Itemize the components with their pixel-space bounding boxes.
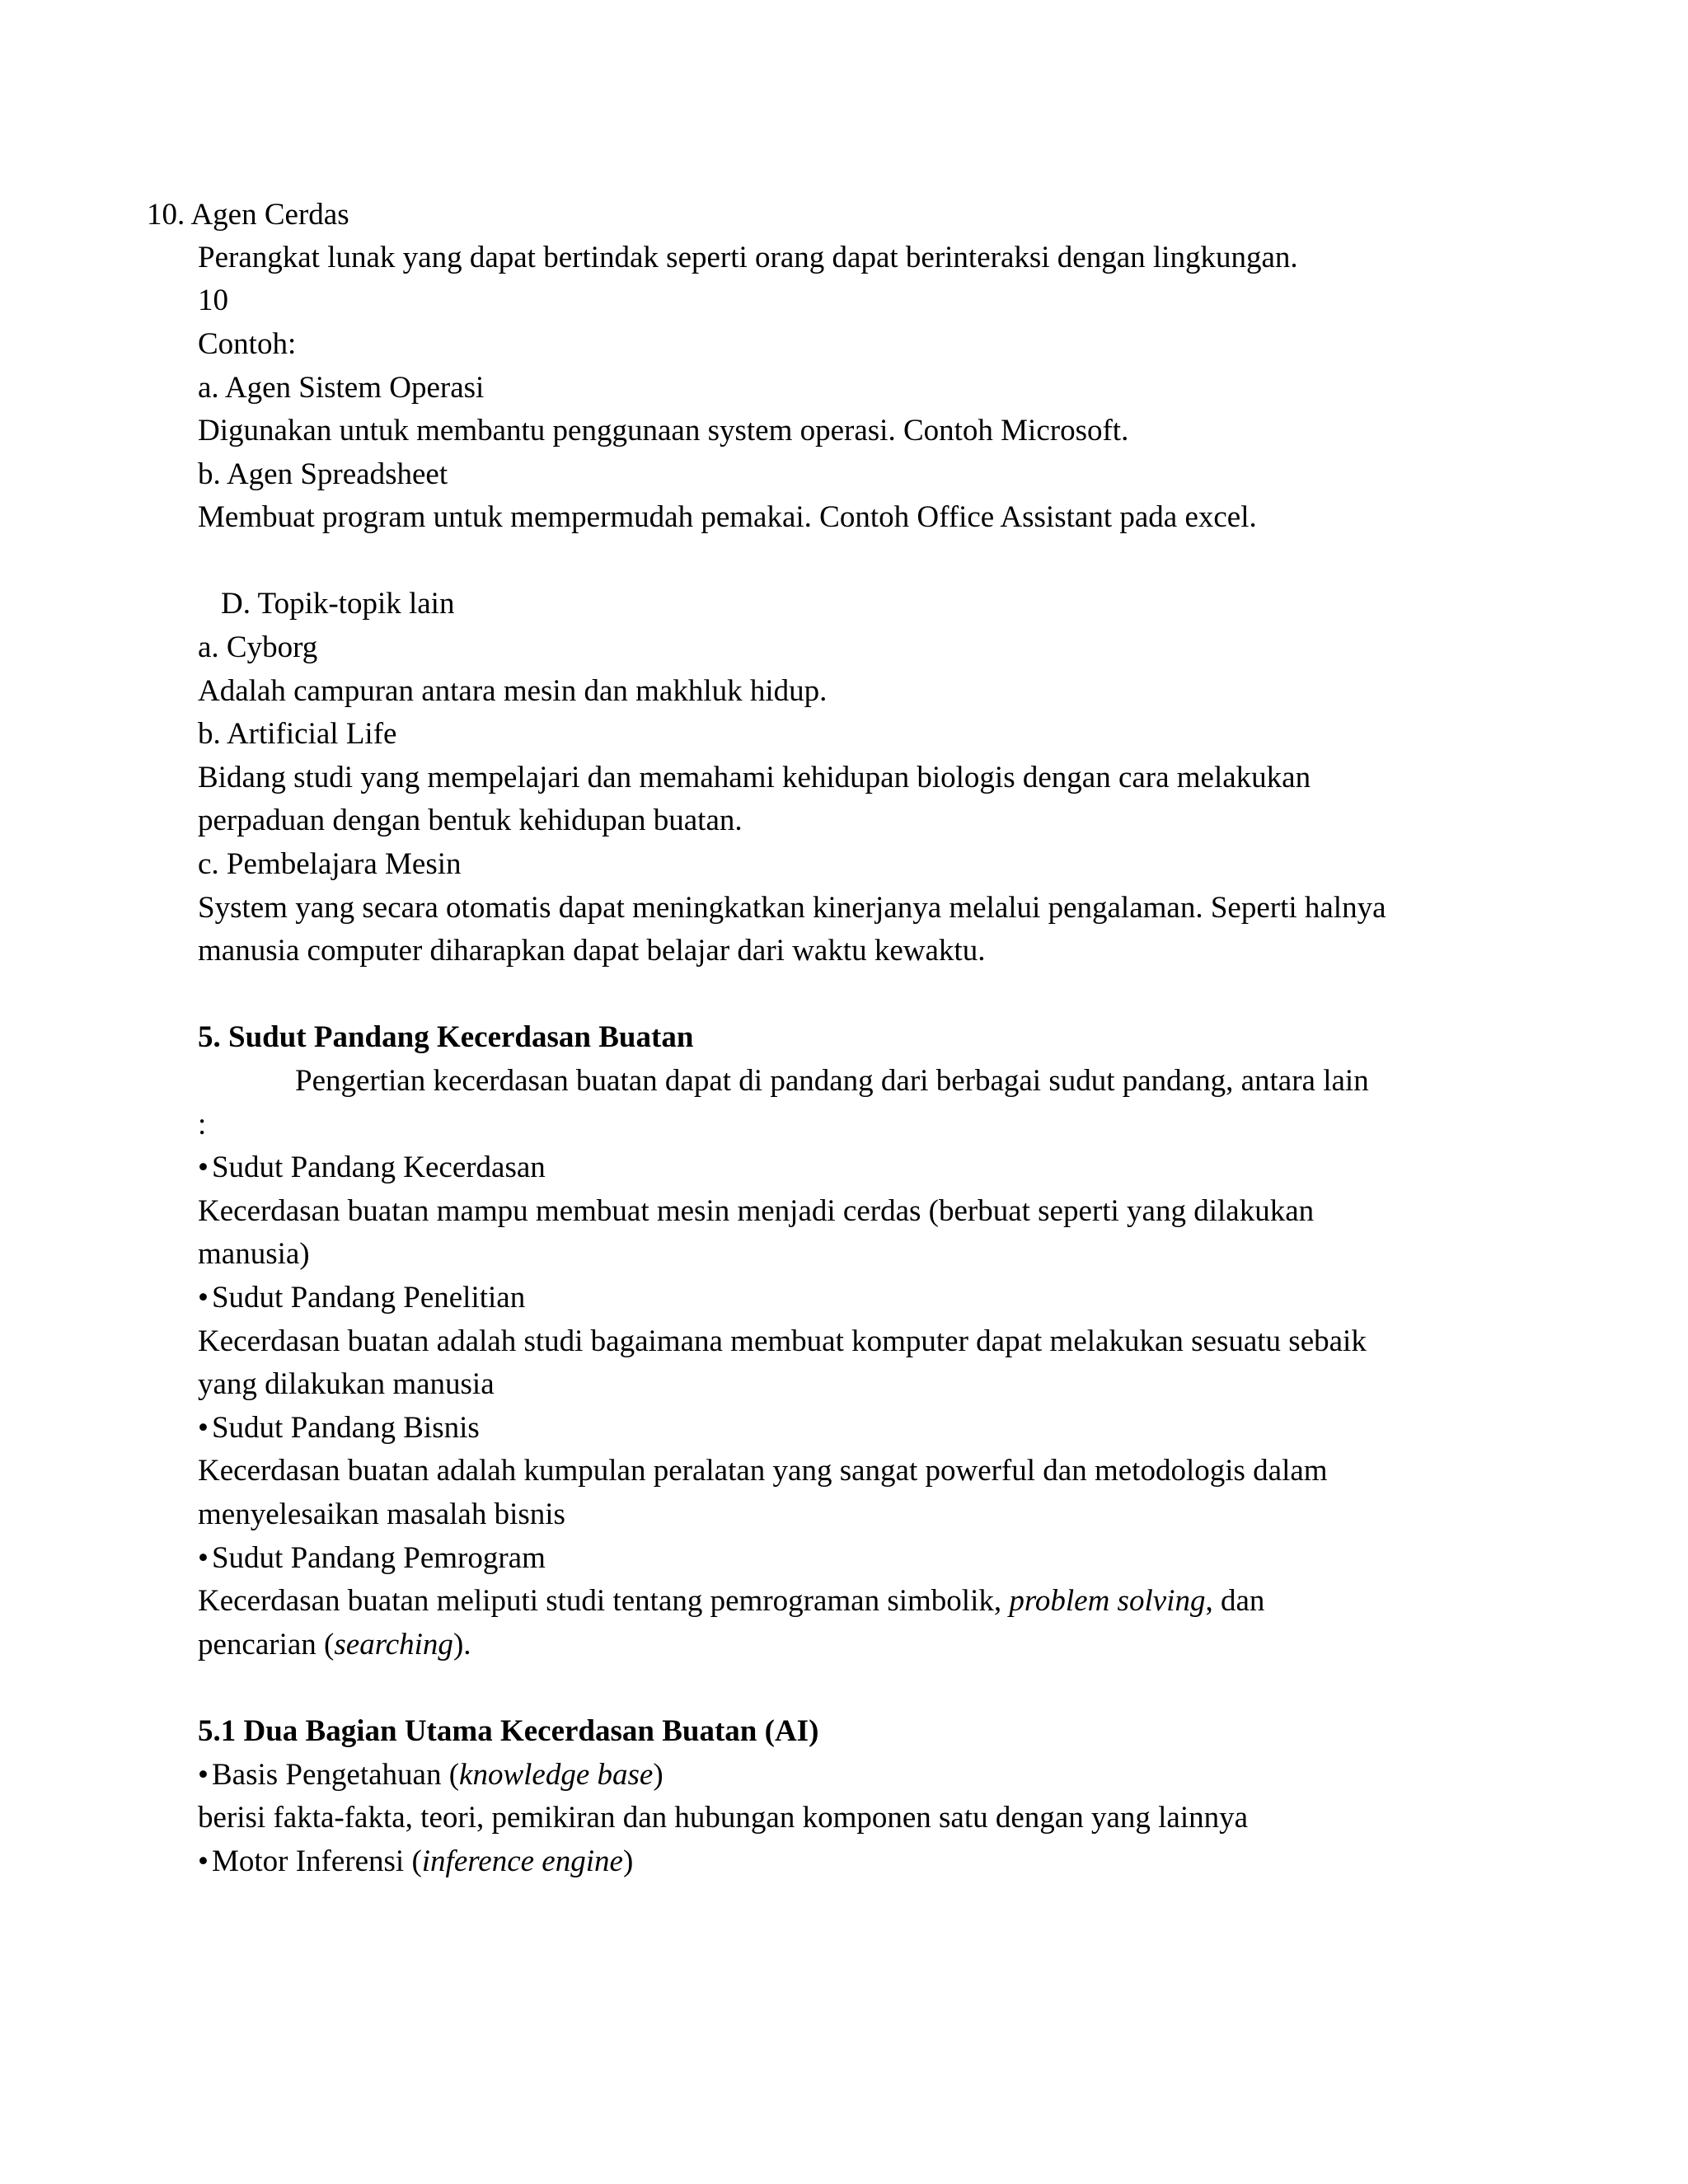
text-run: ) [622, 1844, 634, 1878]
italic-term: problem solving [1009, 1584, 1206, 1618]
item-b-desc: Membuat program untuk mempermudah pemakai. Contoh Office Assistant pada excel. [198, 500, 1257, 534]
kecerdasan-desc-1: Kecerdasan buatan mampu membuat mesin menjadi cerdas (berbuat seperti yang dilakukan [198, 1194, 1315, 1228]
section-5-intro-1: Pengertian kecerdasan buatan dapat di pandang dari berbagai sudut pandang, antara lain [295, 1064, 1369, 1098]
machine-learning-label: c. Pembelajara Mesin [198, 847, 462, 881]
bullet-item-bisnis [198, 1410, 480, 1446]
machine-learning-desc-2: manusia computer diharapkan dapat belajar dari waktu kewaktu. [198, 934, 986, 968]
bullet-label: Sudut Pandang Pemrogram [211, 1541, 546, 1575]
penelitian-desc-2: yang dilakukan manusia [198, 1367, 495, 1401]
text-run: Motor Inferensi ( [211, 1844, 422, 1878]
italic-term: inference engine [421, 1844, 623, 1878]
section-5-intro-2: : [198, 1108, 207, 1141]
artificial-life-label: b. Artificial Life [198, 717, 397, 751]
text-run: , dan [1205, 1584, 1265, 1618]
penelitian-desc-1: Kecerdasan buatan adalah studi bagaimana membuat komputer dapat melakukan sesuatu sebaik [198, 1324, 1367, 1358]
contoh-label: Contoh: [198, 327, 297, 361]
bullet-icon: • [198, 1758, 209, 1792]
text-run: Kecerdasan buatan meliputi studi tentang pemrograman simbolik, [198, 1584, 1010, 1618]
item-a-label: a. Agen Sistem Operasi [198, 371, 485, 405]
bullet-label: Sudut Pandang Bisnis [211, 1411, 480, 1445]
bullet-item-knowledge-base [198, 1757, 663, 1793]
section-10-definition: Perangkat lunak yang dapat bertindak seperti orang dapat berinteraksi dengan lingkungan. [198, 241, 1298, 274]
bullet-icon: • [198, 1281, 209, 1315]
kecerdasan-desc-2: manusia) [198, 1237, 310, 1271]
bullet-label: Sudut Pandang Penelitian [211, 1281, 526, 1315]
section-10-ref: 10 [198, 284, 228, 317]
italic-term: searching [334, 1628, 453, 1661]
bullet-item-pemrogram [198, 1540, 546, 1577]
bullet-icon: • [198, 1411, 209, 1445]
section-10-heading: 10. Agen Cerdas [147, 198, 349, 232]
artificial-life-desc-1: Bidang studi yang mempelajari dan memahami kehidupan biologis dengan cara melakukan [198, 761, 1311, 794]
bullet-icon: • [198, 1844, 209, 1878]
machine-learning-desc-1: System yang secara otomatis dapat meningkatkan kinerjanya melalui pengalaman. Seperti halnya [198, 891, 1386, 925]
section-d-heading: D. Topik-topik lain [221, 587, 455, 621]
pemrogram-desc-1 [198, 1583, 1264, 1619]
text-run: pencarian ( [198, 1628, 335, 1661]
section-5-1-heading: 5.1 Dua Bagian Utama Kecerdasan Buatan (AI) [198, 1714, 819, 1748]
cyborg-desc: Adalah campuran antara mesin dan makhluk hidup. [198, 674, 828, 708]
text-run: ) [653, 1758, 663, 1792]
item-a-desc: Digunakan untuk membantu penggunaan system operasi. Contoh Microsoft. [198, 414, 1129, 448]
section-5-heading: 5. Sudut Pandang Kecerdasan Buatan [198, 1020, 694, 1054]
bisnis-desc-1: Kecerdasan buatan adalah kumpulan peralatan yang sangat powerful dan metodologis dalam [198, 1454, 1328, 1488]
bullet-item-inference-engine [198, 1844, 633, 1880]
bullet-item-kecerdasan [198, 1150, 546, 1186]
cyborg-label: a. Cyborg [198, 630, 318, 664]
bullet-icon: • [198, 1541, 209, 1575]
italic-term: knowledge base [459, 1758, 654, 1792]
bullet-label: Sudut Pandang Kecerdasan [211, 1151, 546, 1184]
text-run: Basis Pengetahuan ( [211, 1758, 460, 1792]
pemrogram-desc-2 [198, 1627, 471, 1663]
item-b-label: b. Agen Spreadsheet [198, 457, 448, 491]
text-run: ). [452, 1628, 471, 1661]
bisnis-desc-2: menyelesaikan masalah bisnis [198, 1497, 565, 1531]
knowledge-base-desc: berisi fakta-fakta, teori, pemikiran dan hubungan komponen satu dengan yang lainnya [198, 1801, 1249, 1835]
bullet-item-penelitian [198, 1280, 525, 1316]
artificial-life-desc-2: perpaduan dengan bentuk kehidupan buatan. [198, 804, 743, 837]
bullet-icon: • [198, 1151, 209, 1184]
